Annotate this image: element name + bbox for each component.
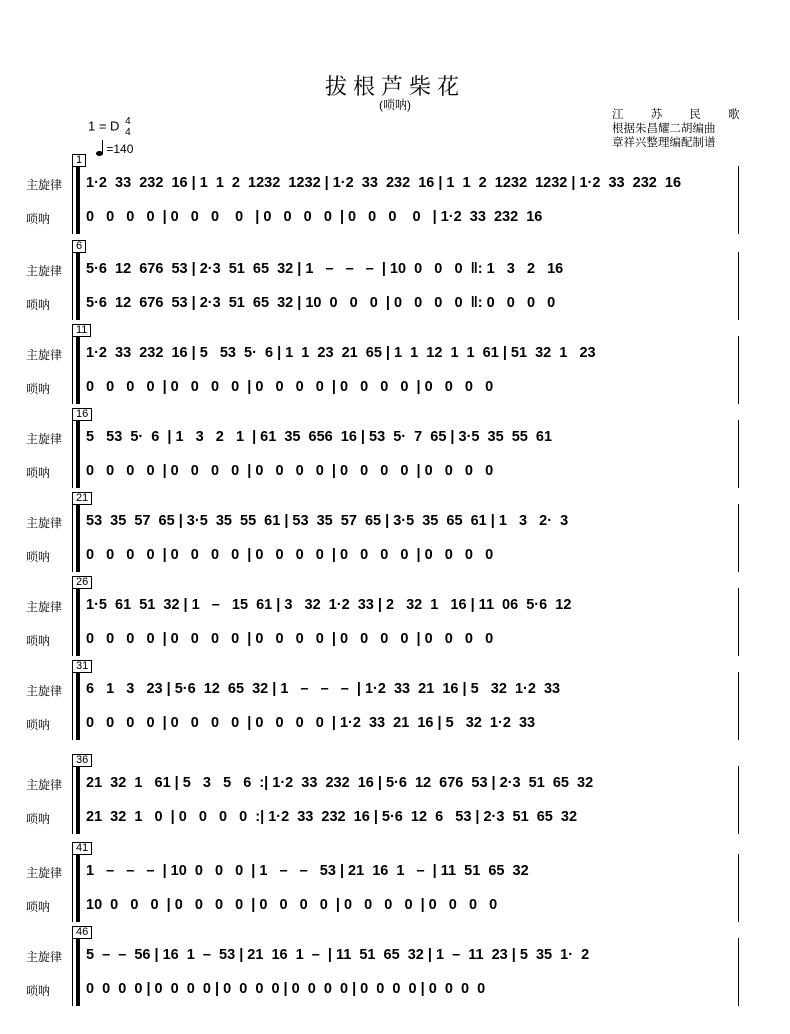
measure-number: 16	[72, 408, 92, 421]
system-end-barline	[738, 504, 739, 572]
system-end-barline	[738, 336, 739, 404]
melody-notes: 53 35 57 65 | 3·5 35 55 61 | 53 35 57 65 | 3·5 35 65 61 | 1 3 2· 3	[86, 513, 569, 529]
system-brace	[76, 166, 80, 234]
suona-notes: 0 0 0 0 | 0 0 0 0 | 0 0 0 0 | 0 0 0 0 | 1·2 33 232 16	[86, 209, 543, 225]
credit-line-3: 章祥兴整理编配制谱	[612, 137, 716, 149]
instrument-label-melody: 主旋律	[26, 866, 63, 880]
melody-notes: 1·2 33 232 16 | 1 1 2 1232 1232 | 1·2 33 232 16 | 1 1 2 1232 1232 | 1·2 33 232 16	[86, 175, 682, 191]
instrument-label-melody: 主旋律	[26, 432, 63, 446]
system-brace	[76, 854, 80, 922]
system-end-barline	[738, 588, 739, 656]
score-system	[0, 660, 790, 746]
system-end-barline	[738, 854, 739, 922]
system-brace	[76, 766, 80, 834]
instrument-label-suona: 唢呐	[26, 900, 51, 914]
system-end-barline	[738, 672, 739, 740]
instrument-label-suona: 唢呐	[26, 984, 51, 998]
instrument-label-suona: 唢呐	[26, 466, 51, 480]
suona-notes: 0 0 0 0 | 0 0 0 0 | 0 0 0 0 | 0 0 0 0 | 0 0 0 0 | 0 0 0 0	[86, 981, 486, 997]
suona-notes: 0 0 0 0 | 0 0 0 0 | 0 0 0 0 | 0 0 0 0 | 0 0 0 0	[86, 463, 494, 479]
measure-number: 6	[72, 240, 86, 253]
score-system	[0, 576, 790, 662]
instrument-label-suona: 唢呐	[26, 382, 51, 396]
instrument-label-melody: 主旋律	[26, 348, 63, 362]
tempo-value: =140	[106, 142, 134, 156]
system-end-barline	[738, 938, 739, 1006]
melody-notes: 21 32 1 61 | 5 3 5 6 :| 1·2 33 232 16 | 5·6 12 676 53 | 2·3 51 65 32	[86, 775, 594, 791]
instrument-label-melody: 主旋律	[26, 684, 63, 698]
instrument-label-melody: 主旋律	[26, 950, 63, 964]
score-subtitle: (唢呐)	[379, 98, 411, 112]
system-brace	[76, 588, 80, 656]
measure-number: 31	[72, 660, 92, 673]
system-brace	[76, 672, 80, 740]
score-system	[0, 408, 790, 494]
score-system	[0, 154, 790, 240]
score-system	[0, 926, 790, 1012]
instrument-label-suona: 唢呐	[26, 212, 51, 226]
measure-number: 26	[72, 576, 92, 589]
instrument-label-suona: 唢呐	[26, 634, 51, 648]
instrument-label-suona: 唢呐	[26, 718, 51, 732]
credit-line-1: 江 苏 民 歌	[612, 109, 752, 121]
credits	[612, 108, 752, 150]
suona-notes: 0 0 0 0 | 0 0 0 0 | 0 0 0 0 | 0 0 0 0 | 0 0 0 0	[86, 379, 494, 395]
measure-number: 46	[72, 926, 92, 939]
instrument-label-suona: 唢呐	[26, 812, 51, 826]
suona-notes: 21 32 1 0 | 0 0 0 0 :| 1·2 33 232 16 | 5·6 12 6 53 | 2·3 51 65 32	[86, 809, 578, 825]
suona-notes: 0 0 0 0 | 0 0 0 0 | 0 0 0 0 | 1·2 33 21 16 | 5 32 1·2 33	[86, 715, 536, 731]
instrument-label-melody: 主旋律	[26, 600, 63, 614]
system-brace	[76, 336, 80, 404]
score-system	[0, 492, 790, 578]
system-brace	[76, 938, 80, 1006]
instrument-label-melody: 主旋律	[26, 516, 63, 530]
measure-number: 21	[72, 492, 92, 505]
suona-notes: 0 0 0 0 | 0 0 0 0 | 0 0 0 0 | 0 0 0 0 | 0 0 0 0	[86, 631, 494, 647]
score-system	[0, 842, 790, 928]
system-end-barline	[738, 252, 739, 320]
suona-notes: 10 0 0 0 | 0 0 0 0 | 0 0 0 0 | 0 0 0 0 | 0 0 0 0	[86, 897, 498, 913]
score-title: 拔根芦柴花	[324, 75, 465, 100]
melody-notes: 5·6 12 676 53 | 2·3 51 65 32 | 1 – – – | 10 0 0 0 ‖: 1 3 2 16	[86, 261, 564, 277]
melody-notes: 1 – – – | 10 0 0 0 | 1 – – 53 | 21 16 1 – | 11 51 65 32	[86, 863, 529, 879]
measure-number: 36	[72, 754, 92, 767]
system-brace	[76, 420, 80, 488]
melody-notes: 1·2 33 232 16 | 5 53 5· 6 | 1 1 23 21 65 | 1 1 12 1 1 61 | 51 32 1 23	[86, 345, 596, 361]
melody-notes: 6 1 3 23 | 5·6 12 65 32 | 1 – – – | 1·2 33 21 16 | 5 32 1·2 33	[86, 681, 561, 697]
system-end-barline	[738, 766, 739, 834]
measure-number: 11	[72, 324, 91, 337]
system-end-barline	[738, 166, 739, 234]
measure-number: 41	[72, 842, 92, 855]
score-system	[0, 240, 790, 326]
melody-notes: 5 – – 56 | 16 1 – 53 | 21 16 1 – | 11 51 65 32 | 1 – 11 23 | 5 35 1· 2	[86, 947, 590, 963]
system-brace	[76, 504, 80, 572]
suona-notes: 0 0 0 0 | 0 0 0 0 | 0 0 0 0 | 0 0 0 0 | 0 0 0 0	[86, 547, 494, 563]
measure-number: 1	[72, 154, 86, 167]
melody-notes: 5 53 5· 6 | 1 3 2 1 | 61 35 656 16 | 53 5· 7 65 | 3·5 35 55 61	[86, 429, 553, 445]
system-brace	[76, 252, 80, 320]
system-end-barline	[738, 420, 739, 488]
score-system	[0, 324, 790, 410]
instrument-label-melody: 主旋律	[26, 778, 63, 792]
time-sig-bottom: 4	[125, 127, 131, 138]
score-system	[0, 754, 790, 840]
key-signature	[88, 116, 131, 138]
time-sig-top: 4	[125, 116, 131, 127]
instrument-label-melody: 主旋律	[26, 264, 63, 278]
tempo-marking	[96, 142, 133, 156]
instrument-label-suona: 唢呐	[26, 550, 51, 564]
time-signature	[125, 116, 131, 138]
suona-notes: 5·6 12 676 53 | 2·3 51 65 32 | 10 0 0 0 | 0 0 0 0 ‖: 0 0 0 0	[86, 295, 556, 311]
instrument-label-melody: 主旋律	[26, 178, 63, 192]
credit-line-2: 根据朱昌耀二胡编曲	[612, 123, 716, 135]
melody-notes: 1·5 61 51 32 | 1 – 15 61 | 3 32 1·2 33 | 2 32 1 16 | 11 06 5·6 12	[86, 597, 572, 613]
instrument-label-suona: 唢呐	[26, 298, 51, 312]
key-label: 1 = D	[88, 118, 120, 134]
quarter-note-icon	[96, 151, 103, 156]
